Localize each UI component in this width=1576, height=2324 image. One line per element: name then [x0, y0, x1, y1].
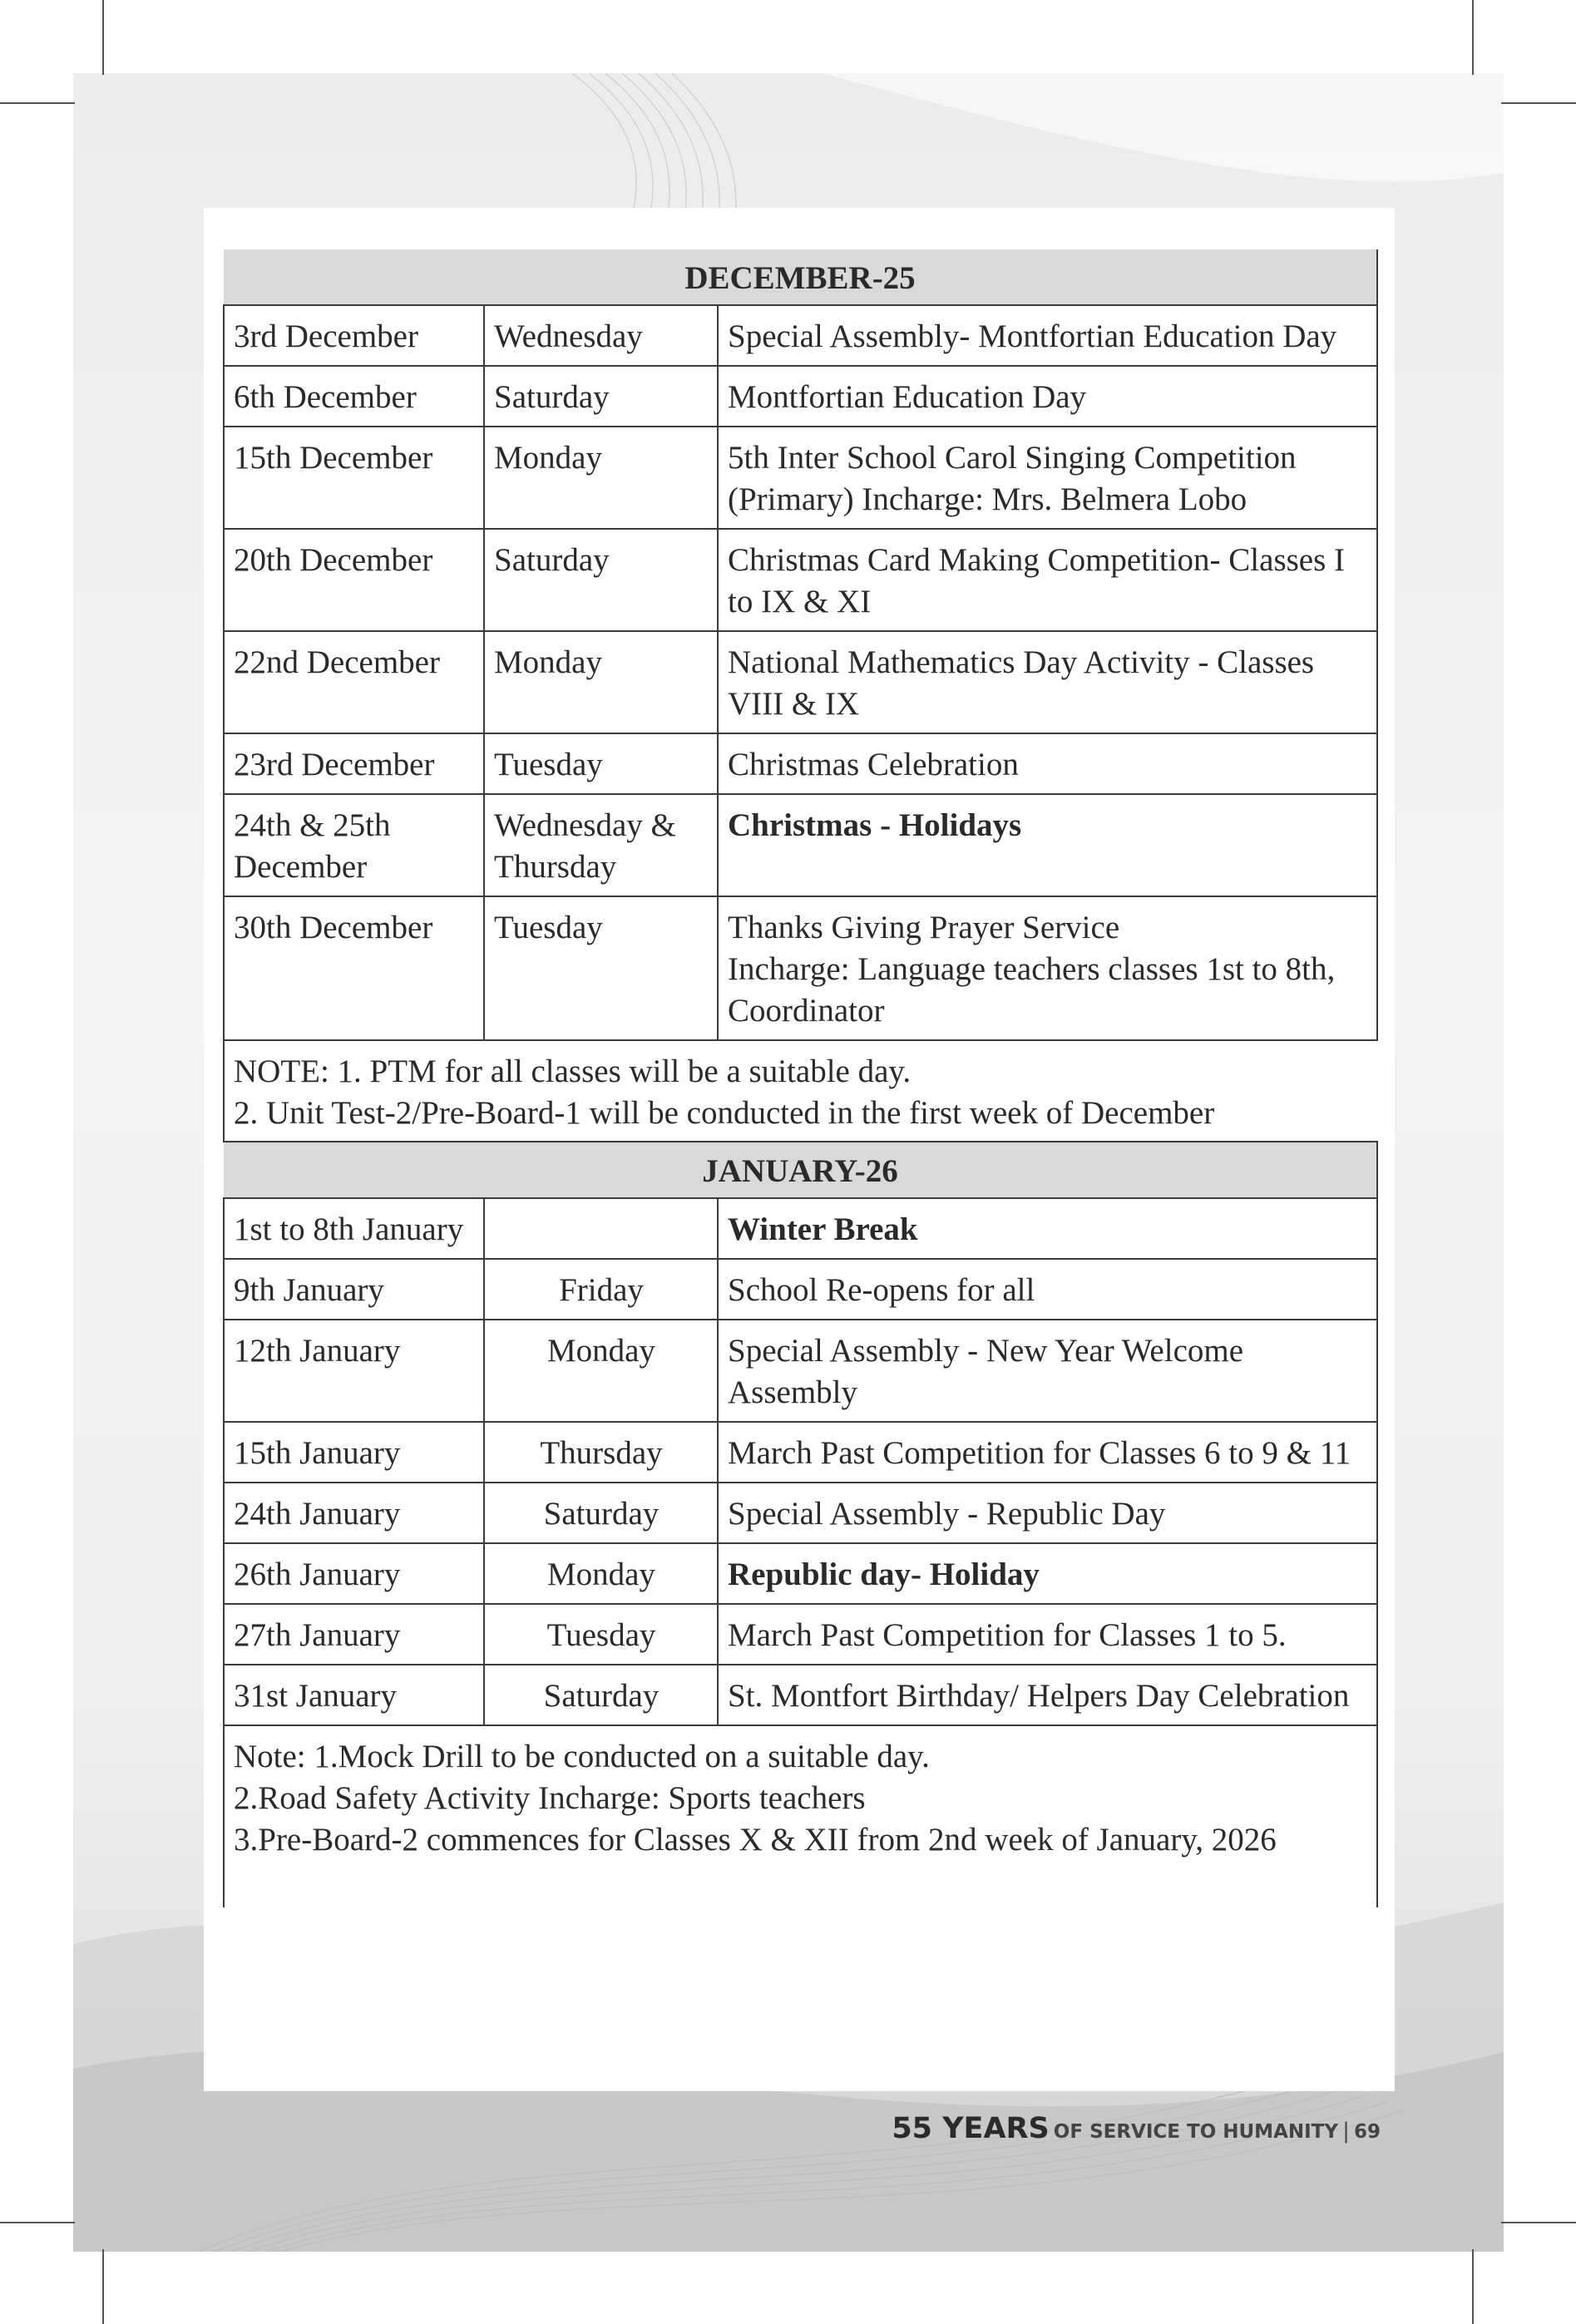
table-row	[224, 1320, 1377, 1422]
footer-tagline: OF SERVICE TO HUMANITY	[1053, 2121, 1339, 2143]
event-cell: March Past Competition for Classes 1 to 5.	[718, 1604, 1377, 1665]
table-row	[224, 1543, 1377, 1604]
day-cell: Saturday	[484, 1483, 718, 1543]
table-row	[224, 896, 1377, 1040]
date-cell: 27th January	[224, 1604, 484, 1665]
event-cell: Special Assembly - Republic Day	[718, 1483, 1377, 1543]
day-cell: Saturday	[484, 366, 718, 427]
event-cell: Republic day- Holiday	[718, 1543, 1377, 1604]
date-cell: 23rd December	[224, 733, 484, 794]
note-row	[224, 1040, 1377, 1142]
section-heading: JANUARY-26	[224, 1142, 1377, 1198]
event-cell: Montfortian Education Day	[718, 366, 1377, 427]
note-line: 2. Unit Test-2/Pre-Board-1 will be conducted in the first week of December	[234, 1095, 1215, 1131]
table-row	[224, 366, 1377, 427]
day-cell	[484, 1198, 718, 1259]
date-cell: 6th December	[224, 366, 484, 427]
day-cell: Tuesday	[484, 1604, 718, 1665]
date-cell: 1st to 8th January	[224, 1198, 484, 1259]
table-row	[224, 1198, 1377, 1259]
table-row	[224, 1483, 1377, 1543]
day-cell: Monday	[484, 1320, 718, 1422]
date-cell: 31st January	[224, 1665, 484, 1725]
table-row	[224, 1604, 1377, 1665]
note-row	[224, 1725, 1377, 1907]
date-cell: 9th January	[224, 1259, 484, 1320]
table-row	[224, 529, 1377, 631]
note-cell	[224, 1725, 1377, 1907]
event-cell: March Past Competition for Classes 6 to 9 & 11	[718, 1422, 1377, 1483]
page-footer	[890, 2112, 1381, 2145]
event-cell: Special Assembly- Montfortian Education Day	[718, 305, 1377, 366]
note-line: Note: 1.Mock Drill to be conducted on a suitable day.	[234, 1739, 930, 1774]
day-cell: Saturday	[484, 529, 718, 631]
day-cell: Monday	[484, 631, 718, 733]
event-cell: St. Montfort Birthday/ Helpers Day Celebration	[718, 1665, 1377, 1725]
date-cell: 15th December	[224, 427, 484, 529]
day-cell: Saturday	[484, 1665, 718, 1725]
footer-years: 55 YEARS	[892, 2112, 1050, 2145]
day-cell: Tuesday	[484, 896, 718, 1040]
day-cell: Wednesday & Thursday	[484, 794, 718, 896]
event-cell: 5th Inter School Carol Singing Competition (Primary) Incharge: Mrs. Belmera Lobo	[718, 427, 1377, 529]
date-cell: 24th January	[224, 1483, 484, 1543]
event-cell: National Mathematics Day Activity - Classes VIII & IX	[718, 631, 1377, 733]
note-line: 2.Road Safety Activity Incharge: Sports teachers	[234, 1780, 866, 1816]
date-cell: 3rd December	[224, 305, 484, 366]
event-cell	[718, 896, 1377, 1040]
note-line: 3.Pre-Board-2 commences for Classes X & XII from 2nd week of January, 2026	[234, 1822, 1277, 1858]
table-row	[224, 1259, 1377, 1320]
date-cell: 26th January	[224, 1543, 484, 1604]
day-cell: Tuesday	[484, 733, 718, 794]
day-cell: Monday	[484, 1543, 718, 1604]
calendar-table	[223, 249, 1378, 1907]
event-cell: Christmas Card Making Competition- Classes I to IX & XI	[718, 529, 1377, 631]
section-heading-row	[224, 249, 1377, 305]
date-cell: 24th & 25th December	[224, 794, 484, 896]
table-row	[224, 427, 1377, 529]
table-row	[224, 1665, 1377, 1725]
section-heading: DECEMBER-25	[224, 249, 1377, 305]
event-cell: Christmas Celebration	[718, 733, 1377, 794]
page-number: 69	[1353, 2121, 1381, 2143]
date-cell: 12th January	[224, 1320, 484, 1422]
date-cell: 22nd December	[224, 631, 484, 733]
note-cell	[224, 1040, 1377, 1142]
event-line: Incharge: Language teachers classes 1st to 8th, Coordinator	[728, 951, 1336, 1029]
date-cell: 20th December	[224, 529, 484, 631]
table-row	[224, 794, 1377, 896]
table-row	[224, 305, 1377, 366]
day-cell: Monday	[484, 427, 718, 529]
event-cell: Special Assembly - New Year Welcome Assembly	[718, 1320, 1377, 1422]
date-cell: 15th January	[224, 1422, 484, 1483]
footer-separator: |	[1342, 2119, 1350, 2144]
day-cell: Thursday	[484, 1422, 718, 1483]
event-cell: Christmas - Holidays	[718, 794, 1377, 896]
event-cell: Winter Break	[718, 1198, 1377, 1259]
note-line: NOTE: 1. PTM for all classes will be a suitable day.	[234, 1053, 912, 1089]
table-row	[224, 631, 1377, 733]
day-cell: Wednesday	[484, 305, 718, 366]
day-cell: Friday	[484, 1259, 718, 1320]
section-heading-row	[224, 1142, 1377, 1198]
table-row	[224, 1422, 1377, 1483]
date-cell: 30th December	[224, 896, 484, 1040]
event-line: Thanks Giving Prayer Service	[728, 910, 1120, 945]
table-row	[224, 733, 1377, 794]
event-cell: School Re-opens for all	[718, 1259, 1377, 1320]
